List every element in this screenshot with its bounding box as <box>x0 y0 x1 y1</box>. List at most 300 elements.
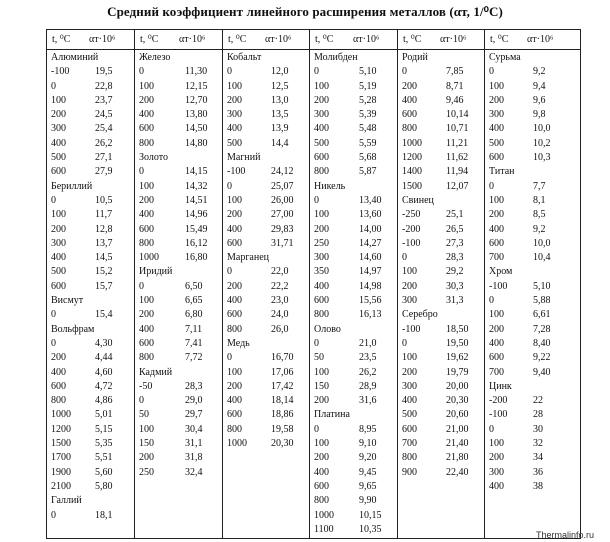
table-row <box>310 281 397 295</box>
temperature-cell: 800 <box>314 495 329 507</box>
metal-name: Хром <box>489 266 513 278</box>
coefficient-cell: 31,71 <box>271 237 294 249</box>
coefficient-cell: 8,5 <box>533 209 546 221</box>
table-row <box>310 467 397 481</box>
table-row <box>485 409 582 423</box>
coefficient-cell: 8,71 <box>446 80 464 92</box>
coefficient-cell: 15,4 <box>95 309 113 321</box>
temperature-cell: 0 <box>314 337 319 349</box>
coefficient-cell: 20,30 <box>271 438 294 450</box>
temperature-cell: 0 <box>227 180 232 192</box>
metal-name-row <box>47 52 134 66</box>
temperature-cell: 50 <box>314 352 324 364</box>
temperature-cell: 400 <box>51 366 66 378</box>
temperature-cell: 400 <box>314 123 329 135</box>
temperature-cell: 800 <box>314 309 329 321</box>
coefficient-cell: 14,27 <box>359 237 382 249</box>
temperature-cell: 100 <box>227 194 242 206</box>
table-row <box>398 381 484 395</box>
temperature-cell: 400 <box>489 480 504 492</box>
coefficient-cell: 6,65 <box>185 295 203 307</box>
table-column <box>398 30 485 538</box>
table-row <box>135 324 222 338</box>
coefficient-cell: 21,40 <box>446 438 469 450</box>
coefficient-cell: 14,50 <box>185 123 208 135</box>
table-row <box>398 181 484 195</box>
table-row <box>310 95 397 109</box>
table-row <box>135 166 222 180</box>
metal-name-row <box>223 338 309 352</box>
table-row <box>223 424 309 438</box>
coefficient-cell: 34 <box>533 452 543 464</box>
table-row <box>485 152 582 166</box>
temperature-cell: 100 <box>227 366 242 378</box>
coefficient-cell: 23,0 <box>271 295 289 307</box>
temperature-cell: 0 <box>402 66 407 78</box>
temperature-cell: 100 <box>227 80 242 92</box>
temperature-cell: 800 <box>139 237 154 249</box>
temperature-cell: 200 <box>402 366 417 378</box>
coefficient-cell: 32,4 <box>185 466 203 478</box>
temperature-cell: 1000 <box>314 509 334 521</box>
table-row <box>47 352 134 366</box>
temperature-cell: 600 <box>489 152 504 164</box>
coefficient-cell: 13,9 <box>271 123 289 135</box>
coefficient-cell: 6,61 <box>533 309 551 321</box>
table-row <box>485 424 582 438</box>
table-row <box>223 381 309 395</box>
temperature-cell: -100 <box>402 237 421 249</box>
table-row <box>310 166 397 180</box>
coefficient-cell: 10,71 <box>446 123 469 135</box>
table-row <box>135 467 222 481</box>
temperature-cell: 800 <box>402 452 417 464</box>
temperature-cell: 200 <box>314 452 329 464</box>
coefficient-cell: 19,5 <box>95 66 113 78</box>
table-row <box>47 367 134 381</box>
coefficient-cell: 30,4 <box>185 423 203 435</box>
table-row <box>135 224 222 238</box>
table-row <box>47 238 134 252</box>
temperature-header: t, ⁰С <box>403 34 422 45</box>
coefficient-cell: 10,4 <box>533 252 551 264</box>
table-row <box>310 338 397 352</box>
temperature-cell: 500 <box>51 266 66 278</box>
table-row <box>47 452 134 466</box>
temperature-cell: 600 <box>489 237 504 249</box>
table-row <box>135 352 222 366</box>
coefficient-cell: 25,1 <box>446 209 464 221</box>
coefficient-cell: 13,80 <box>185 109 208 121</box>
metal-name-row <box>398 195 484 209</box>
temperature-cell: 800 <box>51 395 66 407</box>
table-row <box>223 195 309 209</box>
coefficient-cell: 5,10 <box>359 66 377 78</box>
temperature-cell: 50 <box>139 409 149 421</box>
temperature-cell: 100 <box>139 180 154 192</box>
coefficient-cell: 7,28 <box>533 323 551 335</box>
table-column <box>47 30 135 538</box>
metal-name: Марганец <box>227 252 270 264</box>
coefficient-cell: 25,4 <box>95 123 113 135</box>
coefficient-cell: 10,5 <box>95 194 113 206</box>
temperature-cell: 300 <box>402 380 417 392</box>
table-row <box>47 481 134 495</box>
temperature-cell: 100 <box>489 438 504 450</box>
temperature-cell: 0 <box>139 66 144 78</box>
coefficient-header: αт·10⁶ <box>89 34 116 45</box>
temperature-cell: 0 <box>489 295 494 307</box>
table-row <box>310 109 397 123</box>
coefficient-cell: 24,0 <box>271 309 289 321</box>
table-row <box>485 338 582 352</box>
metal-name: Цинк <box>489 380 512 392</box>
coefficient-cell: 27,00 <box>271 209 294 221</box>
coefficient-cell: 10,0 <box>533 237 551 249</box>
temperature-cell: -100 <box>402 323 421 335</box>
table-row <box>398 409 484 423</box>
table-row <box>47 66 134 80</box>
coefficient-cell: 5,88 <box>533 295 551 307</box>
temperature-cell: 400 <box>139 109 154 121</box>
temperature-cell: 0 <box>489 66 494 78</box>
temperature-cell: 100 <box>402 352 417 364</box>
temperature-cell: 0 <box>402 252 407 264</box>
temperature-cell: 200 <box>139 194 154 206</box>
coefficient-cell: 19,58 <box>271 423 294 435</box>
temperature-cell: -100 <box>51 66 70 78</box>
table-row <box>223 181 309 195</box>
coefficient-cell: 14,00 <box>359 223 382 235</box>
metal-name-row <box>310 181 397 195</box>
coefficient-cell: 11,94 <box>446 166 469 178</box>
table-row <box>310 66 397 80</box>
metal-name-row <box>47 295 134 309</box>
table-row <box>135 281 222 295</box>
table-row <box>485 238 582 252</box>
temperature-cell: 500 <box>227 137 242 149</box>
table-row <box>310 495 397 509</box>
coefficient-cell: 16,70 <box>271 352 294 364</box>
coefficient-cell: 11,21 <box>446 137 469 149</box>
temperature-cell: 0 <box>51 80 56 92</box>
table-row <box>223 409 309 423</box>
table-row <box>485 95 582 109</box>
coefficient-cell: 6,50 <box>185 280 203 292</box>
coefficient-cell: 31,8 <box>185 452 203 464</box>
temperature-cell: 300 <box>51 237 66 249</box>
metal-name-row <box>310 324 397 338</box>
coefficient-cell: 14,32 <box>185 180 208 192</box>
coefficient-cell: 31,6 <box>359 395 377 407</box>
temperature-cell: -200 <box>489 395 508 407</box>
temperature-cell: 150 <box>314 380 329 392</box>
table-row <box>135 452 222 466</box>
table-row <box>485 281 582 295</box>
watermark: Thermalinfo.ru <box>535 530 594 540</box>
coefficient-cell: 15,2 <box>95 266 113 278</box>
coefficient-cell: 13,0 <box>271 94 289 106</box>
table-row <box>47 209 134 223</box>
temperature-cell: 600 <box>314 152 329 164</box>
table-row <box>485 81 582 95</box>
coefficient-cell: 14,51 <box>185 194 208 206</box>
table-row <box>223 395 309 409</box>
table-row <box>135 252 222 266</box>
metal-name-row <box>223 52 309 66</box>
table-row <box>485 181 582 195</box>
coefficient-cell: 14,96 <box>185 209 208 221</box>
temperature-cell: 400 <box>489 223 504 235</box>
table-row <box>398 281 484 295</box>
coefficient-cell: 21,00 <box>446 423 469 435</box>
temperature-cell: 200 <box>314 395 329 407</box>
table-row <box>223 295 309 309</box>
coefficient-cell: 29,83 <box>271 223 294 235</box>
metal-name-row <box>485 166 582 180</box>
coefficient-cell: 12,0 <box>271 66 289 78</box>
temperature-cell: 1500 <box>402 180 422 192</box>
table-column <box>223 30 310 538</box>
coefficient-cell: 12,8 <box>95 223 113 235</box>
temperature-cell: 700 <box>489 366 504 378</box>
coefficient-cell: 14,80 <box>185 137 208 149</box>
coefficient-cell: 7,72 <box>185 352 203 364</box>
coefficient-cell: 12,5 <box>271 80 289 92</box>
metal-name: Золото <box>139 152 168 164</box>
table-row <box>485 452 582 466</box>
temperature-cell: 0 <box>314 194 319 206</box>
metal-name: Серебро <box>402 309 438 321</box>
coefficient-cell: 14,97 <box>359 266 382 278</box>
table-row <box>485 367 582 381</box>
temperature-cell: -250 <box>402 209 421 221</box>
table-row <box>47 510 134 524</box>
coefficient-cell: 12,07 <box>446 180 469 192</box>
coefficient-cell: 29,7 <box>185 409 203 421</box>
coefficient-cell: 13,5 <box>271 109 289 121</box>
metal-name: Молибден <box>314 52 358 63</box>
coefficient-cell: 7,11 <box>185 323 203 335</box>
coefficient-cell: 7,85 <box>446 66 464 78</box>
temperature-cell: 200 <box>489 323 504 335</box>
temperature-cell: 0 <box>227 352 232 364</box>
table-row <box>398 123 484 137</box>
table-row <box>47 467 134 481</box>
coefficient-cell: 8,95 <box>359 423 377 435</box>
table-row <box>485 395 582 409</box>
table-row <box>310 123 397 137</box>
coefficient-cell: 31,1 <box>185 438 203 450</box>
coefficient-cell: 4,86 <box>95 395 113 407</box>
coefficient-cell: 27,1 <box>95 152 113 164</box>
table-row <box>398 295 484 309</box>
coefficient-cell: 20,30 <box>446 395 469 407</box>
metal-name: Платина <box>314 409 350 421</box>
temperature-cell: 200 <box>51 109 66 121</box>
metal-name-row <box>135 266 222 280</box>
temperature-cell: 100 <box>139 423 154 435</box>
temperature-cell: 200 <box>51 352 66 364</box>
temperature-cell: 400 <box>51 252 66 264</box>
table-row <box>398 367 484 381</box>
table-row <box>310 224 397 238</box>
metal-name-row <box>135 152 222 166</box>
table-row <box>223 266 309 280</box>
table-row <box>485 467 582 481</box>
temperature-cell: 0 <box>489 423 494 435</box>
column-header <box>135 30 222 50</box>
coefficient-cell: 5,48 <box>359 123 377 135</box>
table-row <box>47 409 134 423</box>
coefficient-cell: 32 <box>533 438 543 450</box>
table-row <box>310 510 397 524</box>
metal-name-row <box>47 495 134 509</box>
coefficient-cell: 13,40 <box>359 194 382 206</box>
table-row <box>398 224 484 238</box>
table-row <box>47 424 134 438</box>
table-row <box>223 281 309 295</box>
table-row <box>135 95 222 109</box>
table-row <box>135 209 222 223</box>
metal-name-row <box>223 152 309 166</box>
table-row <box>135 195 222 209</box>
temperature-cell: 200 <box>402 80 417 92</box>
coefficient-cell: 14,60 <box>359 252 382 264</box>
table-row <box>47 252 134 266</box>
coefficient-cell: 36 <box>533 466 543 478</box>
table-row <box>223 224 309 238</box>
coefficient-cell: 9,65 <box>359 480 377 492</box>
table-row <box>485 138 582 152</box>
metal-name-row <box>398 309 484 323</box>
metal-name: Свинец <box>402 194 434 206</box>
table-row <box>47 224 134 238</box>
temperature-header: t, ⁰С <box>490 34 509 45</box>
temperature-cell: 500 <box>489 137 504 149</box>
table-row <box>47 109 134 123</box>
table-row <box>47 309 134 323</box>
table-row <box>485 109 582 123</box>
table-row <box>223 238 309 252</box>
table-row <box>223 138 309 152</box>
table-row <box>398 424 484 438</box>
coefficient-cell: 10,3 <box>533 152 551 164</box>
table-row <box>223 81 309 95</box>
temperature-cell: 400 <box>227 223 242 235</box>
coefficient-cell: 31,3 <box>446 295 464 307</box>
temperature-cell: 900 <box>402 466 417 478</box>
coefficient-cell: 26,2 <box>359 366 377 378</box>
coefficient-cell: 15,56 <box>359 295 382 307</box>
table-row <box>398 109 484 123</box>
temperature-cell: 400 <box>227 295 242 307</box>
temperature-cell: 200 <box>227 280 242 292</box>
table-row <box>485 252 582 266</box>
table-row <box>223 209 309 223</box>
temperature-cell: 100 <box>139 80 154 92</box>
temperature-cell: 400 <box>227 123 242 135</box>
coefficient-cell: 22 <box>533 395 543 407</box>
coefficient-cell: 26,2 <box>95 137 113 149</box>
coefficient-cell: 22,2 <box>271 280 289 292</box>
table-row <box>135 438 222 452</box>
coefficient-cell: 29,0 <box>185 395 203 407</box>
temperature-cell: 400 <box>489 337 504 349</box>
metal-name: Железо <box>139 52 171 63</box>
table-row <box>310 266 397 280</box>
temperature-cell: 600 <box>402 109 417 121</box>
coefficient-cell: 19,50 <box>446 337 469 349</box>
coefficient-cell: 15,7 <box>95 280 113 292</box>
coefficient-cell: 10,2 <box>533 137 551 149</box>
temperature-cell: 800 <box>227 423 242 435</box>
table-row <box>310 238 397 252</box>
coefficient-cell: 28,9 <box>359 380 377 392</box>
table-row <box>47 338 134 352</box>
temperature-cell: 200 <box>139 309 154 321</box>
table-row <box>47 438 134 452</box>
temperature-cell: -100 <box>489 409 508 421</box>
coefficient-cell: 12,15 <box>185 80 208 92</box>
temperature-cell: 500 <box>314 137 329 149</box>
coefficient-cell: 25,07 <box>271 180 294 192</box>
coefficient-cell: 27,9 <box>95 166 113 178</box>
temperature-cell: 600 <box>227 237 242 249</box>
temperature-cell: 1200 <box>402 152 422 164</box>
temperature-cell: 100 <box>489 80 504 92</box>
temperature-cell: 2100 <box>51 480 71 492</box>
temperature-cell: 0 <box>227 66 232 78</box>
table-row <box>485 481 582 495</box>
coefficient-cell: 10,15 <box>359 509 382 521</box>
coefficient-cell: 5,15 <box>95 423 113 435</box>
temperature-cell: 100 <box>314 366 329 378</box>
temperature-cell: 200 <box>139 94 154 106</box>
temperature-cell: 0 <box>139 395 144 407</box>
metal-name-row <box>310 409 397 423</box>
table-row <box>47 123 134 137</box>
table-row <box>47 166 134 180</box>
temperature-cell: 400 <box>139 209 154 221</box>
coefficient-cell: 27,3 <box>446 237 464 249</box>
coefficient-cell: 22,40 <box>446 466 469 478</box>
table-row <box>47 195 134 209</box>
coefficient-cell: 38 <box>533 480 543 492</box>
table-row <box>47 81 134 95</box>
table-row <box>310 395 397 409</box>
metal-name-row <box>47 324 134 338</box>
temperature-cell: 1200 <box>51 423 71 435</box>
temperature-cell: -100 <box>227 166 246 178</box>
temperature-cell: 0 <box>402 337 407 349</box>
page-title: Средний коэффициент линейного расширения металлов (αт, 1/⁰С) <box>107 4 503 19</box>
table-row <box>310 352 397 366</box>
temperature-cell: 600 <box>489 352 504 364</box>
coefficient-cell: 20,60 <box>446 409 469 421</box>
temperature-header: t, ⁰С <box>52 34 71 45</box>
metal-name: Медь <box>227 337 250 349</box>
coefficient-cell: 14,4 <box>271 137 289 149</box>
coefficient-cell: 19,79 <box>446 366 469 378</box>
coefficient-cell: 8,40 <box>533 337 551 349</box>
coefficient-cell: 9,90 <box>359 495 377 507</box>
temperature-cell: 100 <box>51 209 66 221</box>
table-column <box>485 30 582 538</box>
temperature-cell: 250 <box>139 466 154 478</box>
temperature-cell: 0 <box>139 280 144 292</box>
temperature-cell: 200 <box>139 452 154 464</box>
